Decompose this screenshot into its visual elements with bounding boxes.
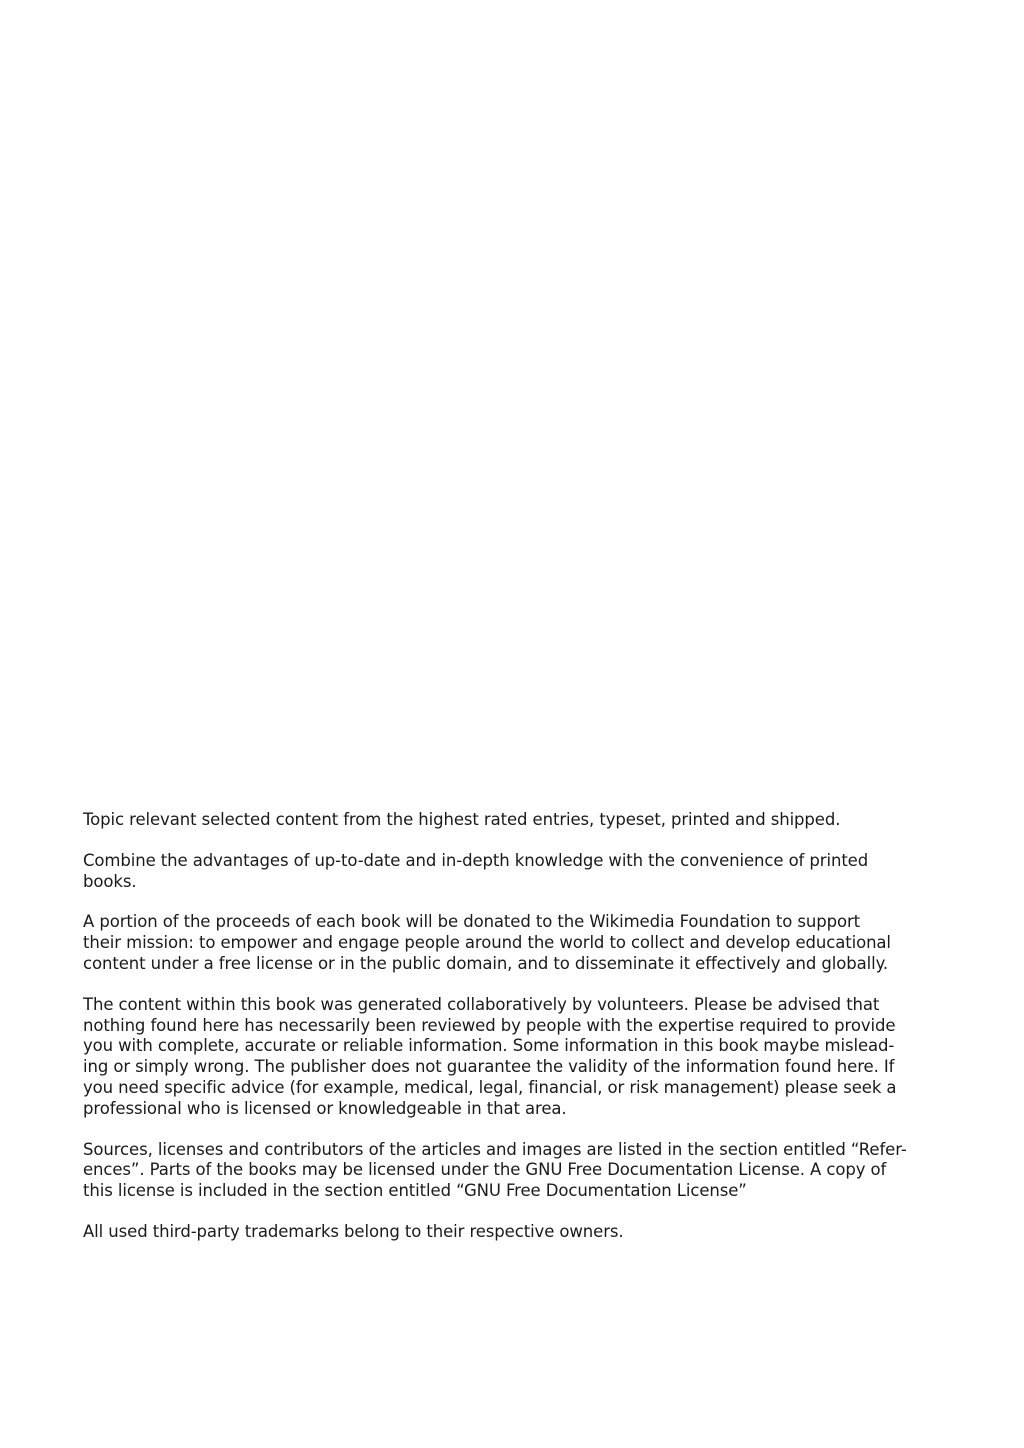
paragraph-trademarks: All used third-party trademarks belong to their respective owners. xyxy=(83,1221,624,1241)
paragraph-disclaimer: The content within this book was generated collaboratively by volunteers. Please be advised that nothing found here has necessarily been reviewed by people with the expertise required to provide you with complete, accurate or reliable information. Some information in this book maybe mislead- ing or simply wrong. The publisher does not guarantee the validity of the information found here. If you need specific advice (for example, medical, legal, financial, or risk management) please seek a professional who is licensed or knowledgeable in that area. xyxy=(83,994,897,1118)
paragraph-topic-relevant: Topic relevant selected content from the highest rated entries, typeset, printed and shipped. xyxy=(83,810,841,829)
imprint-text-block xyxy=(83,810,943,1263)
paragraph-sources-licenses: Sources, licenses and contributors of the articles and images are listed in the section entitled “Refer- ences”. Parts of the books may be licensed under the GNU Free Documentation License. A copy of this license is included in the section entitled “GNU Free Documentation License” xyxy=(83,1139,907,1201)
paragraph-advantages: Combine the advantages of up-to-date and in-depth knowledge with the convenience of printed books. xyxy=(83,850,869,891)
paragraph-wikimedia-donation: A portion of the proceeds of each book will be donated to the Wikimedia Foundation to support their mission: to empower and engage people around the world to collect and develop educational content under a free license or in the public domain, and to disseminate it effectively and globally. xyxy=(83,912,891,973)
